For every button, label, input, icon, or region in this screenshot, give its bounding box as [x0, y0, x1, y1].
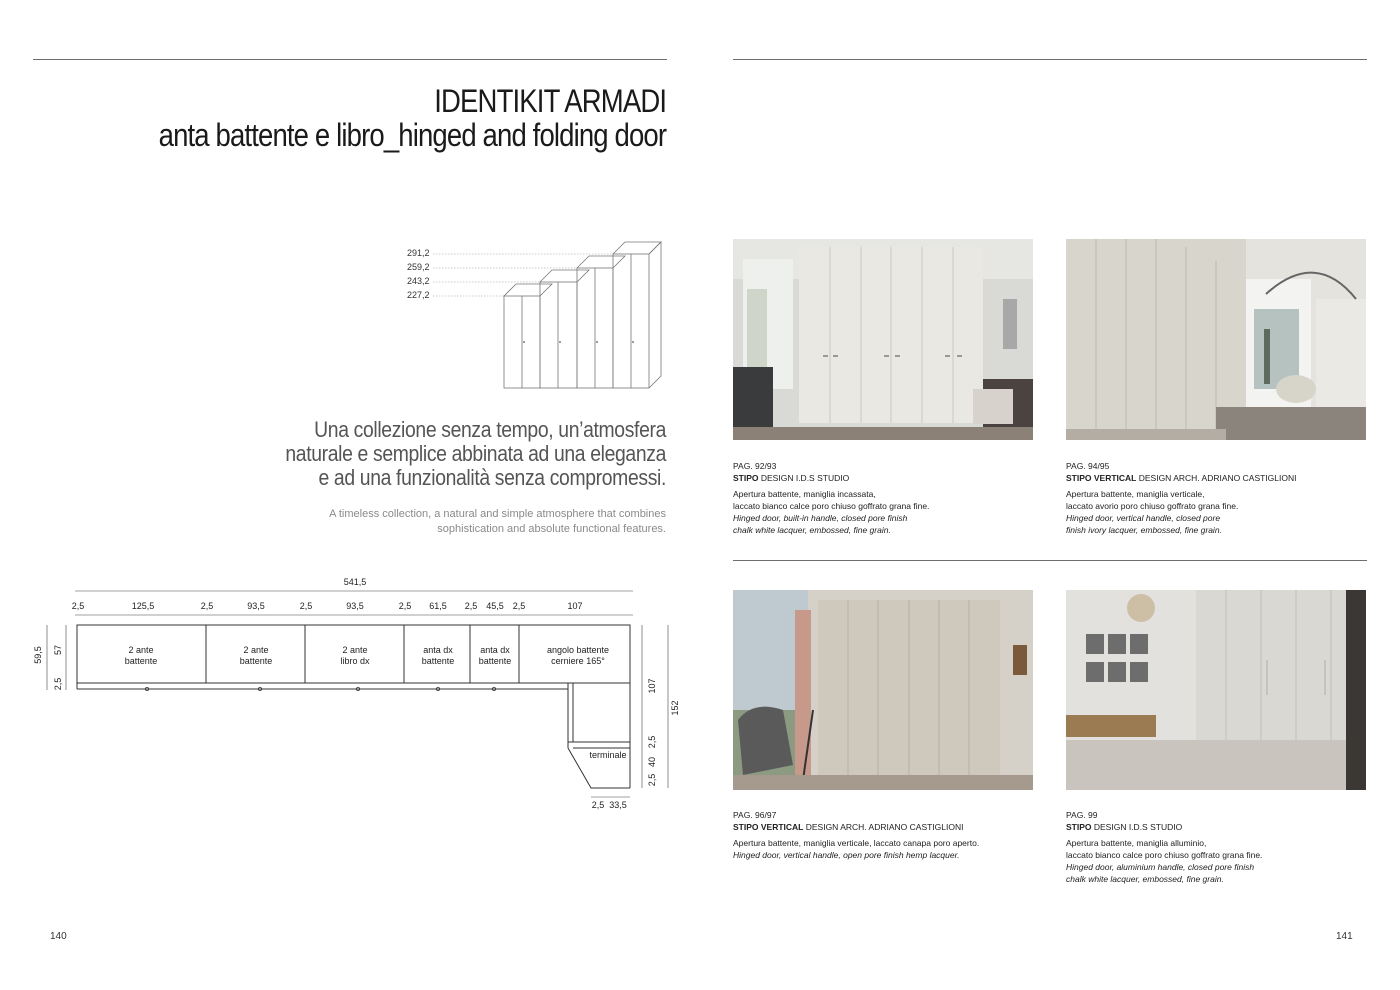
caption-1-name: STIPO	[733, 473, 759, 483]
page-number-left: 140	[50, 931, 67, 942]
caption-4-page-ref: PAG. 99	[1066, 810, 1098, 820]
caption-3-design: DESIGN ARCH. ADRIANO CASTIGLIONI	[803, 822, 964, 832]
caption-3-title	[733, 822, 964, 832]
dim-top-3: 2,5	[200, 601, 214, 611]
page-number-right: 141	[1336, 931, 1353, 942]
caption-3-page-ref: PAG. 96/97	[733, 810, 777, 820]
caption-2-page-ref: PAG. 94/95	[1066, 461, 1110, 471]
product-caption-3	[733, 809, 1053, 861]
module-4-line-1: anta dx	[423, 645, 453, 655]
caption-2-name: STIPO VERTICAL	[1066, 473, 1137, 483]
dim-right-4: 40	[647, 756, 657, 768]
dim-top-6: 93,5	[346, 601, 364, 611]
caption-1-it-line-2: laccato bianco calce poro chiuso goffrato grana fine.	[733, 501, 930, 511]
caption-1-design: DESIGN I.D.S STUDIO	[758, 473, 850, 483]
caption-4-en-line-1: Hinged door, aluminium handle, closed pore finish	[1066, 862, 1255, 872]
module-1-line-2: battente	[124, 656, 158, 666]
dim-top-9: 2,5	[464, 601, 478, 611]
caption-2-it-line-1: Apertura battente, maniglia verticale,	[1066, 489, 1205, 499]
caption-2-it-line-2: laccato avorio poro chiuso goffrato grana fine.	[1066, 501, 1239, 511]
dim-right-5: 2,5	[647, 773, 657, 787]
height-diagram	[400, 238, 670, 393]
dim-top-10: 45,5	[486, 601, 504, 611]
page-title	[158, 84, 666, 152]
caption-2-en-line-1: Hinged door, vertical handle, closed pore	[1066, 513, 1221, 523]
caption-4-en-line-2: chalk white lacquer, embossed, fine grain.	[1066, 874, 1224, 884]
intro-it-line-1: Una collezione senza tempo, un’atmosfera	[314, 417, 666, 442]
dim-right-3: 2,5	[647, 735, 657, 749]
dim-top-11: 2,5	[512, 601, 526, 611]
dim-top-8: 61,5	[429, 601, 447, 611]
caption-2-design: DESIGN ARCH. ADRIANO CASTIGLIONI	[1136, 473, 1297, 483]
caption-4-it-line-1: Apertura battente, maniglia alluminio,	[1066, 838, 1207, 848]
dim-top-12: 107	[567, 601, 583, 611]
floor-plan-diagram	[28, 570, 698, 820]
intro-english	[106, 507, 666, 537]
height-label-4: 227,2	[407, 290, 430, 300]
dim-top-5: 2,5	[299, 601, 313, 611]
caption-4-title	[1066, 822, 1182, 832]
caption-1-title	[733, 473, 849, 483]
title-line-2: anta battente e libro_hinged and folding door	[158, 117, 666, 153]
dim-top-7: 2,5	[398, 601, 412, 611]
height-label-3: 243,2	[407, 276, 430, 286]
middle-rule-right	[733, 560, 1367, 561]
caption-2-en-line-2: finish ivory lacquer, embossed, fine grain.	[1066, 525, 1222, 535]
product-photo-stipo-vertical-ivory	[1066, 239, 1366, 440]
module-1-line-1: 2 ante	[128, 645, 154, 655]
caption-1-it-line-1: Apertura battente, maniglia incassata,	[733, 489, 876, 499]
dim-left-3: 2,5	[53, 677, 63, 691]
dim-top-4: 93,5	[247, 601, 265, 611]
dim-total-width: 541,5	[343, 577, 367, 587]
caption-4-name: STIPO	[1066, 822, 1092, 832]
caption-4-it-line-2: laccato bianco calce poro chiuso goffrato grana fine.	[1066, 850, 1263, 860]
caption-3-en-line-1: Hinged door, vertical handle, open pore finish hemp lacquer.	[733, 850, 960, 860]
product-caption-1	[733, 460, 1053, 536]
product-photo-stipo-white	[733, 239, 1033, 440]
intro-it-line-3: e ad una funzionalità senza compromessi.	[318, 465, 666, 490]
module-5-line-2: battente	[478, 656, 512, 666]
intro-italian	[173, 418, 666, 490]
product-photo-stipo-aluminium	[1066, 590, 1366, 790]
dim-bottom-1: 2,5	[591, 800, 605, 810]
product-caption-4	[1066, 809, 1386, 885]
intro-en-line-1: A timeless collection, a natural and simple atmosphere that combines	[329, 508, 666, 520]
top-rule-right	[733, 59, 1367, 60]
dim-top-1: 2,5	[71, 601, 85, 611]
dim-bottom-2: 33,5	[609, 800, 627, 810]
product-photo-stipo-vertical-hemp	[733, 590, 1033, 790]
module-6-line-1: angolo battente	[546, 645, 610, 655]
intro-en-line-2: sophistication and absolute functional features.	[437, 523, 666, 535]
product-caption-2	[1066, 460, 1386, 536]
caption-1-en-line-1: Hinged door, built-in handle, closed pore finish	[733, 513, 908, 523]
caption-1-en-line-2: chalk white lacquer, embossed, fine grain.	[733, 525, 891, 535]
module-3-line-1: 2 ante	[342, 645, 368, 655]
module-4-line-2: battente	[421, 656, 455, 666]
top-rule-left	[33, 59, 667, 60]
module-3-line-2: libro dx	[340, 656, 370, 666]
module-2-line-1: 2 ante	[243, 645, 269, 655]
dim-top-2: 125,5	[131, 601, 155, 611]
caption-3-name: STIPO VERTICAL	[733, 822, 804, 832]
terminal-label: terminale	[589, 750, 627, 760]
height-label-1: 291,2	[407, 248, 430, 258]
module-6-line-2: cerniere 165°	[551, 656, 605, 666]
height-label-2: 259,2	[407, 262, 430, 272]
dim-left-2: 57	[53, 644, 63, 656]
caption-4-design: DESIGN I.D.S STUDIO	[1091, 822, 1183, 832]
intro-it-line-2: naturale e semplice abbinata ad una eleganza	[285, 441, 666, 466]
title-line-1: IDENTIKIT ARMADI	[434, 83, 666, 119]
dim-right-2: 152	[670, 700, 680, 716]
module-5-line-1: anta dx	[480, 645, 510, 655]
module-2-line-2: battente	[239, 656, 273, 666]
caption-2-title	[1066, 473, 1297, 483]
caption-1-page-ref: PAG. 92/93	[733, 461, 777, 471]
dim-right-1: 107	[647, 678, 657, 694]
caption-3-it-line-1: Apertura battente, maniglia verticale, laccato canapa poro aperto.	[733, 838, 980, 848]
dim-left-1: 59,5	[33, 646, 43, 664]
